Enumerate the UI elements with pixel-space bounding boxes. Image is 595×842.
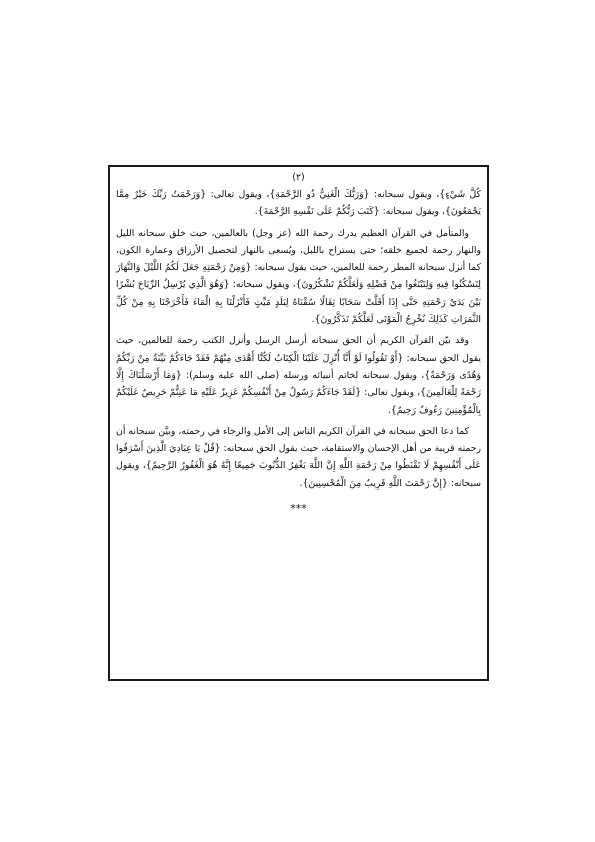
paragraph-4: كما دعا الحق سبحانه في القرآن الكريم الناس إلى الأمل والرجاء في رحمته، وبيَّن سبحانه أن رحمته قريبة من أهل الإحسان والاستقامة، حيث يقول الحق سبحانه: {قُلْ يَا عِبَادِيَ الَّذِينَ أَسْرَفُوا عَلَى أَنْفُسِهِمْ لَا تَقْنَطُوا مِنْ رَحْمَةِ اللَّهِ إِنَّ اللَّهَ يَغْفِرُ الذُّنُوبَ جَمِيعًا إِنَّهُ هُوَ الْغَفُورُ الرَّحِيمُ}، ويقول سبحانه: {إِنَّ رَحْمَتَ اللَّهِ قَرِيبٌ مِنَ الْمُحْسِنِينَ}.: [116, 425, 481, 489]
section-separator: ***: [290, 502, 307, 516]
paragraph-2: والمتأمل في القرآن العظيم يدرك رحمة الله (عز وجل) بالعالمين، حيث خلق سبحانه الليل والنهار رحمة لجميع خلقه؛ حتى يستراح بالليل، ويُسعى بالنهار لتحصيل الأرزاق وعمارة الكون، كما أنزل سبحانه المطر رحمة للعالمين، حيث يقول سبحانه: {وَمِنْ رَحْمَتِهِ جَعَلَ لَكُمُ اللَّيْلَ وَالنَّهَارَ لِتَسْكُنُوا فِيهِ وَلِتَبْتَغُوا مِنْ فَضْلِهِ وَلَعَلَّكُمْ تَشْكُرُونَ}، ويقول سبحانه: {وَهُوَ الَّذِي يُرْسِلُ الرِّيَاحَ بُشْرًا بَيْنَ يَدَيْ رَحْمَتِهِ حَتَّى إِذَا أَقَلَّتْ سَحَابًا ثِقَالًا سُقْنَاهُ لِبَلَدٍ مَيِّتٍ فَأَنْزَلْنَا بِهِ الْمَاءَ فَأَخْرَجْنَا بِهِ مِنْ كُلِّ الثَّمَرَاتِ كَذَلِكَ نُخْرِجُ الْمَوْتَى لَعَلَّكُمْ تَذَكَّرُونَ}.: [116, 227, 481, 326]
page-number: (٢): [292, 172, 305, 183]
paragraph-1: كُلَّ شَيْءٍ}، ويقول سبحانه: {وَرَبُّكَ الْغَنِيُّ ذُو الرَّحْمَةِ}، ويقول تعالى: {وَرَحْمَتُ رَبِّكَ خَيْرٌ مِمَّا يَجْمَعُونَ}، ويقول سبحانه: {كَتَبَ رَبُّكُمْ عَلَى نَفْسِهِ الرَّحْمَةَ}.: [116, 189, 481, 218]
page-frame: [108, 165, 489, 681]
paragraph-3: وقد بيّن القرآن الكريم أن الحق سبحانه أرسل الرسل وأنزل الكتب رحمة للعالمين، حيث يقول الحق سبحانه: {أَوْ تَقُولُوا لَوْ أَنَّا أُنْزِلَ عَلَيْنَا الْكِتَابُ لَكُنَّا أَهْدَى مِنْهُمْ فَقَدْ جَاءَكُمْ بَيِّنَةٌ مِنْ رَبِّكُمْ وَهُدًى وَرَحْمَةٌ}، ويقول سبحانه لخاتم أنبيائه ورسله (صلى الله عليه وسلم): {وَمَا أَرْسَلْنَاكَ إِلَّا رَحْمَةً لِلْعَالَمِينَ}، ويقول تعالى: {لَقَدْ جَاءَكُمْ رَسُولٌ مِنْ أَنْفُسِكُمْ عَزِيزٌ عَلَيْهِ مَا عَنِتُّمْ حَرِيصٌ عَلَيْكُمْ بِالْمُؤْمِنِينَ رَءُوفٌ رَحِيمٌ}.: [116, 335, 481, 416]
article-body: [116, 171, 481, 517]
